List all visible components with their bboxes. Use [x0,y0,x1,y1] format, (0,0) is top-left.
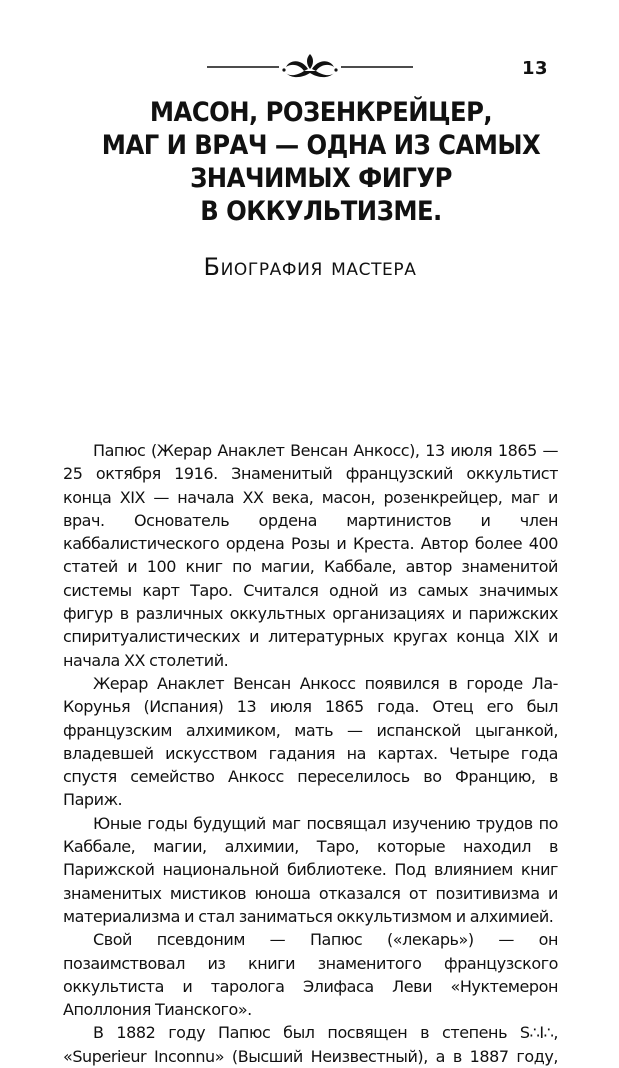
header-ornament [205,50,415,84]
paragraph: Юные годы будущий маг посвящал изучению трудов по Каббале, магии, алхимии, Таро, которые находил в Парижской национальной библиотеке. Под влиянием книг знаменитых мистиков юноша отказался от позитивизма и материализма и стал заниматься оккультизмом и алхимией. [63,813,558,926]
paragraph: Жерар Анаклет Венсан Анкосс появился в городе Ла-Корунья (Испания) 13 июля 1865 года. Отец его был французским алхимиком, мать — испанской цыганкой, владевшей искусством гадания на картах. Четыре года спустя семейство Анкосс переселилось во Францию, в Париж. [63,673,558,810]
chapter-title-line: МАГ И ВРАЧ — ОДНА ИЗ САМЫХ [101,130,541,161]
chapter-title [86,96,556,228]
paragraph: Папюс (Жерар Анаклет Венсан Анкосс), 13 июля 1865 — 25 октября 1916. Знаменитый французский оккультист конца XIX — начала XX века, масон, розенкрейцер, маг и врач. Основатель ордена мартинистов и член каббалистического ордена Розы и Креста. Автор более 400 статей и 100 книг по магии, Каббале, автор знаменитой системы карт Таро. Считался одной из самых значимых фигур в различных оккультных организациях и парижских спиритуалистических и литературных кругах конца XIX и начала XX столетий. [63,441,558,670]
fleuron-icon [282,54,337,77]
page-number: 13 [521,58,548,79]
chapter-subtitle: Биография мастера [203,253,417,281]
chapter-title-line: В ОККУЛЬТИЗМЕ. [200,196,442,227]
body-text [63,439,558,1068]
chapter-title-line: ЗНАЧИМЫХ ФИГУР [190,163,452,194]
chapter-title-line: МАСОН, РОЗЕНКРЕЙЦЕР, [149,97,493,128]
paragraph: В 1882 году Папюс был посвящен в степень S∴I∴, «Superieur Inconnu» (Высший Неизвестный), а в 1887 году, [63,1023,558,1066]
paragraph: Свой псевдоним — Папюс («лекарь») — он позаимствовал из книги знаменитого французского оккультиста и таролога Элифаса Леви «Нуктемерон Аполлония Тианского». [63,930,558,1020]
